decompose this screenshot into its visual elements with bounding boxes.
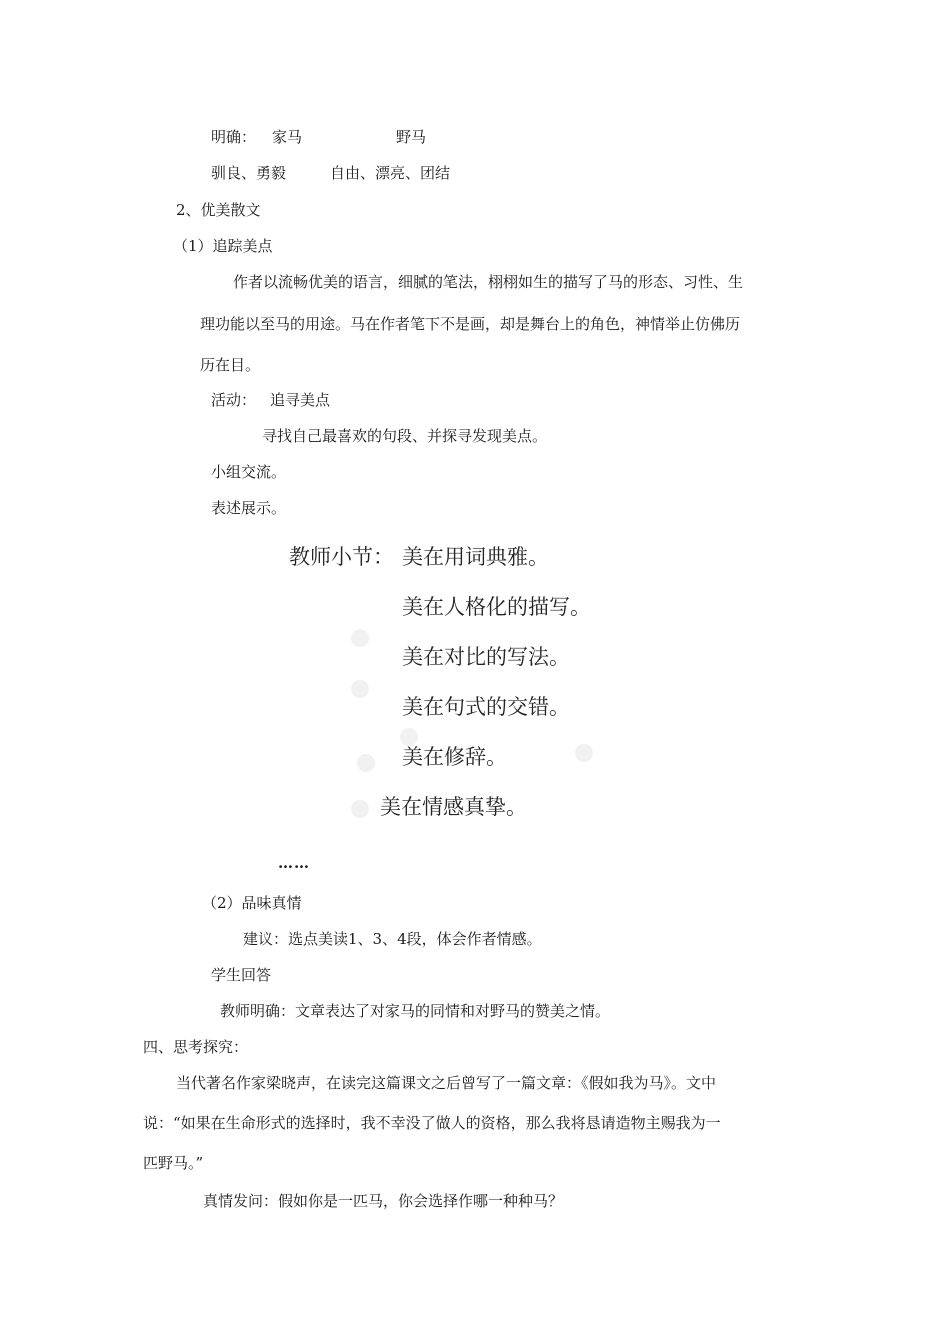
summary-item: 美在句式的交错。: [402, 695, 570, 719]
teacher-conclusion: 教师明确：文章表达了对家马的同情和对野马的赞美之情。: [220, 1002, 611, 1020]
section-heading-2: 2、优美散文: [176, 201, 261, 219]
question: 真情发问：假如你是一匹马，你会选择作哪一种种马？: [203, 1192, 564, 1210]
domestic-horse-label: 家马: [272, 128, 303, 146]
paragraph-line: 理功能以至马的用途。马在作者笔下不是画，却是舞台上的角色，神情举止仿佛历: [200, 315, 741, 333]
activity-instruction: 寻找自己最喜欢的句段、并探寻发现美点。: [262, 427, 548, 445]
summary-item: 美在人格化的描写。: [402, 595, 591, 619]
wild-horse-traits: 自由、漂亮、团结: [330, 164, 451, 182]
watermark-icon: [351, 800, 369, 818]
watermark-icon: [575, 744, 593, 762]
activity-title: 追寻美点: [270, 391, 331, 409]
summary-item: 美在情感真挚。: [380, 795, 527, 819]
paragraph-line: 历在目。: [200, 356, 261, 374]
domestic-horse-traits: 驯良、勇毅: [211, 164, 287, 182]
paragraph-line: 匹野马。”: [143, 1154, 204, 1172]
paragraph-line: 作者以流畅优美的语言，细腻的笔法，栩栩如生的描写了马的形态、习性、生: [233, 273, 744, 291]
ellipsis: ……: [278, 854, 310, 872]
student-answer: 学生回答: [211, 966, 272, 984]
presentation: 表述展示。: [211, 499, 287, 517]
paragraph-line: 说：“如果在生命形式的选择时，我不幸没了做人的资格，那么我将恳请造物主赐我为一: [143, 1114, 721, 1132]
teacher-summary-heading: 教师小节：: [289, 545, 394, 569]
watermark-icon: [351, 680, 369, 698]
watermark-icon: [357, 754, 375, 772]
subheading-1: （1）追踪美点: [173, 237, 273, 255]
subheading-2: （2）品味真情: [202, 894, 302, 912]
group-discussion: 小组交流。: [211, 463, 287, 481]
suggestion: 建议：选点美读1、3、4段，体会作者情感。: [243, 930, 542, 948]
paragraph-line: 当代著名作家梁晓声，在读完这篇课文之后曾写了一篇文章：《假如我为马》。文中: [176, 1074, 717, 1092]
wild-horse-label: 野马: [396, 128, 427, 146]
clarify-label: 明确：: [211, 128, 257, 146]
section-heading-4: 四、思考探究：: [143, 1038, 249, 1056]
summary-item: 美在用词典雅。: [402, 545, 549, 569]
watermark-icon: [351, 629, 369, 647]
activity-label: 活动：: [211, 391, 257, 409]
summary-item: 美在修辞。: [402, 745, 507, 769]
summary-item: 美在对比的写法。: [402, 645, 570, 669]
